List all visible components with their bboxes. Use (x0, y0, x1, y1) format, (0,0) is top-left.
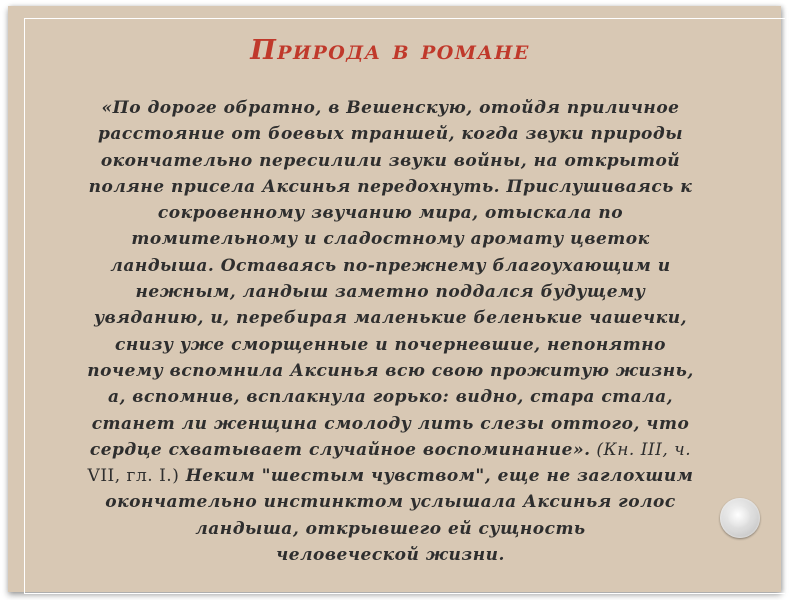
quote-end: сердце схватывает случайное воспоминание». (89, 439, 591, 460)
sixth-sense-text: Неким "шестым чувством", еще не заглохшим (179, 466, 694, 487)
text-line: увяданию, и, перебирая маленькие беленькие чашечки, (94, 308, 687, 329)
text-line: окончательно пересилили звуки войны, на открытой (100, 150, 681, 171)
citation-roman: VII, гл. I.) (87, 466, 180, 487)
text-line: а, вспомнив, всплакнула горько: видно, стара стала, (107, 387, 674, 408)
slide-nav-button[interactable] (720, 498, 760, 538)
slide-title: Природа в романе (250, 35, 530, 66)
text-line: ландыша. Оставаясь по-прежнему благоухающим и (110, 255, 671, 276)
text-line: окончательно инстинктом услышала Аксинья голос (105, 492, 676, 513)
text-line: томительному и сладостному аромату цветок (131, 229, 650, 250)
citation: (Кн. III, ч. (590, 439, 692, 460)
text-line: ландыша, открывшего ей сущность (195, 518, 586, 539)
text-line: нежным, ландыш заметно поддался будущему (135, 282, 646, 303)
text-line: «По дороге обратно, в Вешенскую, отойдя приличное (101, 98, 680, 118)
text-line (28, 463, 753, 489)
text-line: снизу уже сморщенные и почерневшие, непонятно (114, 334, 667, 355)
text-line: станет ли женщина смолоду лить слезы оттого, что (91, 413, 690, 434)
text-line: сокровенному звучанию мира, отыскала по (157, 203, 624, 224)
text-line: почему вспомнила Аксинья всю свою прожитую жизнь, (87, 360, 694, 381)
text-line (28, 437, 753, 463)
text-line: расстояние от боевых траншей, когда звуки природы (97, 124, 683, 145)
citation-cont (88, 466, 180, 486)
text-line: поляне присела Аксинья передохнуть. Прислушиваясь к (88, 176, 693, 197)
quote-text (28, 95, 753, 568)
text-line: человеческой жизни. (276, 545, 505, 566)
